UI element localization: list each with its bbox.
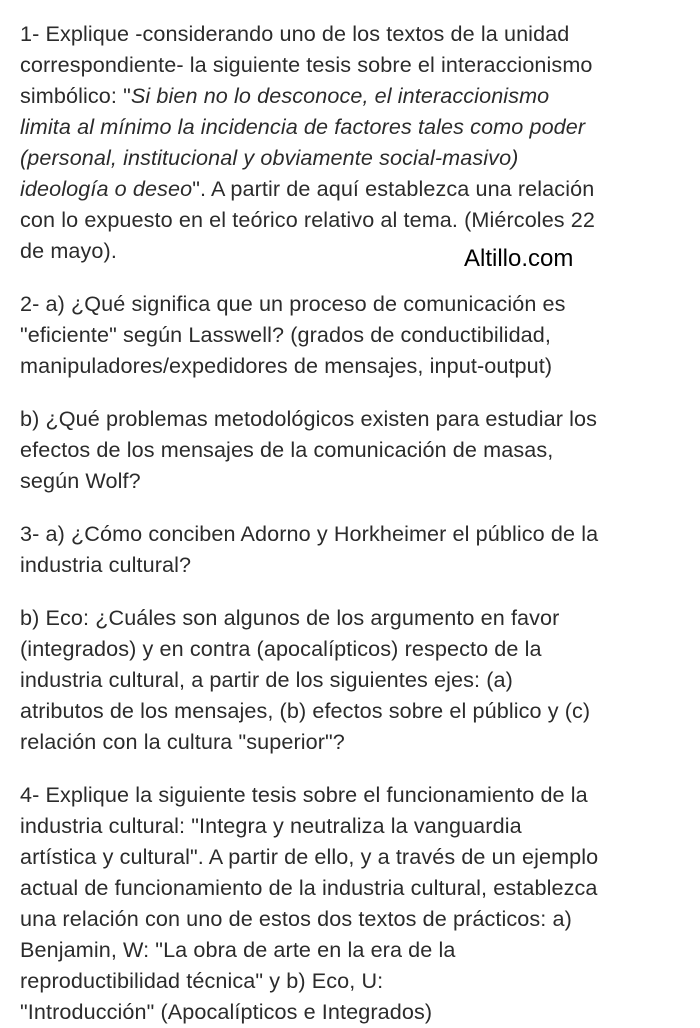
question-2b-line-1: b) ¿Qué problemas metodológicos existen para estudiar los — [20, 406, 598, 431]
question-1-line-6 — [20, 173, 690, 204]
question-2a-line-3: manipuladores/expedidores de mensajes, input-output) — [20, 353, 553, 378]
question-3a — [20, 518, 690, 580]
question-3b-line-2: (integrados) y en contra (apocalípticos) respecto de la — [20, 636, 542, 661]
quoted-thesis-part-1: Si bien no lo desconoce, el interaccionismo — [130, 83, 550, 108]
quoted-thesis-part-3: (personal, institucional y obviamente social-masivo) — [20, 145, 519, 170]
question-4-line-3: artística y cultural". A partir de ello, y a través de un ejemplo — [20, 844, 599, 869]
watermark-text: Altillo.com — [464, 245, 574, 272]
question-1-line-3 — [20, 80, 690, 111]
question-2b — [20, 403, 690, 496]
question-1-line-4 — [20, 111, 690, 142]
question-3a-line-1: 3- a) ¿Cómo conciben Adorno y Horkheimer el público de la — [20, 521, 599, 546]
quoted-thesis-part-4: ideología o deseo — [20, 176, 193, 201]
question-1-line-8: de mayo). — [20, 238, 117, 263]
question-3b-line-1: b) Eco: ¿Cuáles son algunos de los argumento en favor — [20, 605, 560, 630]
question-1-line-2: correspondiente- la siguiente tesis sobre el interaccionismo — [20, 52, 593, 77]
question-1-line-3-text: simbólico: " — [20, 83, 131, 108]
question-4-line-4: actual de funcionamiento de la industria cultural, establezca — [20, 875, 598, 900]
question-2a — [20, 288, 690, 381]
question-1 — [20, 18, 690, 266]
exam-questions — [20, 18, 690, 1027]
question-1-line-1: 1- Explique -considerando uno de los textos de la unidad — [20, 21, 570, 46]
question-1-line-6-text: ". A partir de aquí establezca una relación — [192, 176, 595, 201]
question-4-line-2: industria cultural: "Integra y neutraliza la vanguardia — [20, 813, 522, 838]
question-2b-line-3: según Wolf? — [20, 468, 141, 493]
question-1-line-5 — [20, 142, 690, 173]
question-4-line-8: "Introducción" (Apocalípticos e Integrados) — [20, 999, 433, 1024]
question-4-line-7: reproductibilidad técnica" y b) Eco, U: — [20, 968, 384, 993]
question-3b-line-4: atributos de los mensajes, (b) efectos sobre el público y (c) — [20, 698, 591, 723]
question-3b-line-5: relación con la cultura "superior"? — [20, 729, 345, 754]
question-3a-line-2: industria cultural? — [20, 552, 192, 577]
question-2a-line-2: "eficiente" según Lasswell? (grados de conductibilidad, — [20, 322, 552, 347]
question-1-line-7: con lo expuesto en el teórico relativo al tema. (Miércoles 22 — [20, 207, 596, 232]
question-4-line-6: Benjamin, W: "La obra de arte en la era de la — [20, 937, 456, 962]
quoted-thesis-part-2: limita al mínimo la incidencia de factores tales como poder — [20, 114, 586, 139]
question-3b-line-3: industria cultural, a partir de los siguientes ejes: (a) — [20, 667, 513, 692]
question-2b-line-2: efectos de los mensajes de la comunicación de masas, — [20, 437, 554, 462]
question-2a-line-1: 2- a) ¿Qué significa que un proceso de comunicación es — [20, 291, 566, 316]
question-3b — [20, 602, 690, 757]
question-4 — [20, 779, 690, 1027]
question-4-line-5: una relación con uno de estos dos textos de prácticos: a) — [20, 906, 572, 931]
question-4-line-1: 4- Explique la siguiente tesis sobre el funcionamiento de la — [20, 782, 588, 807]
